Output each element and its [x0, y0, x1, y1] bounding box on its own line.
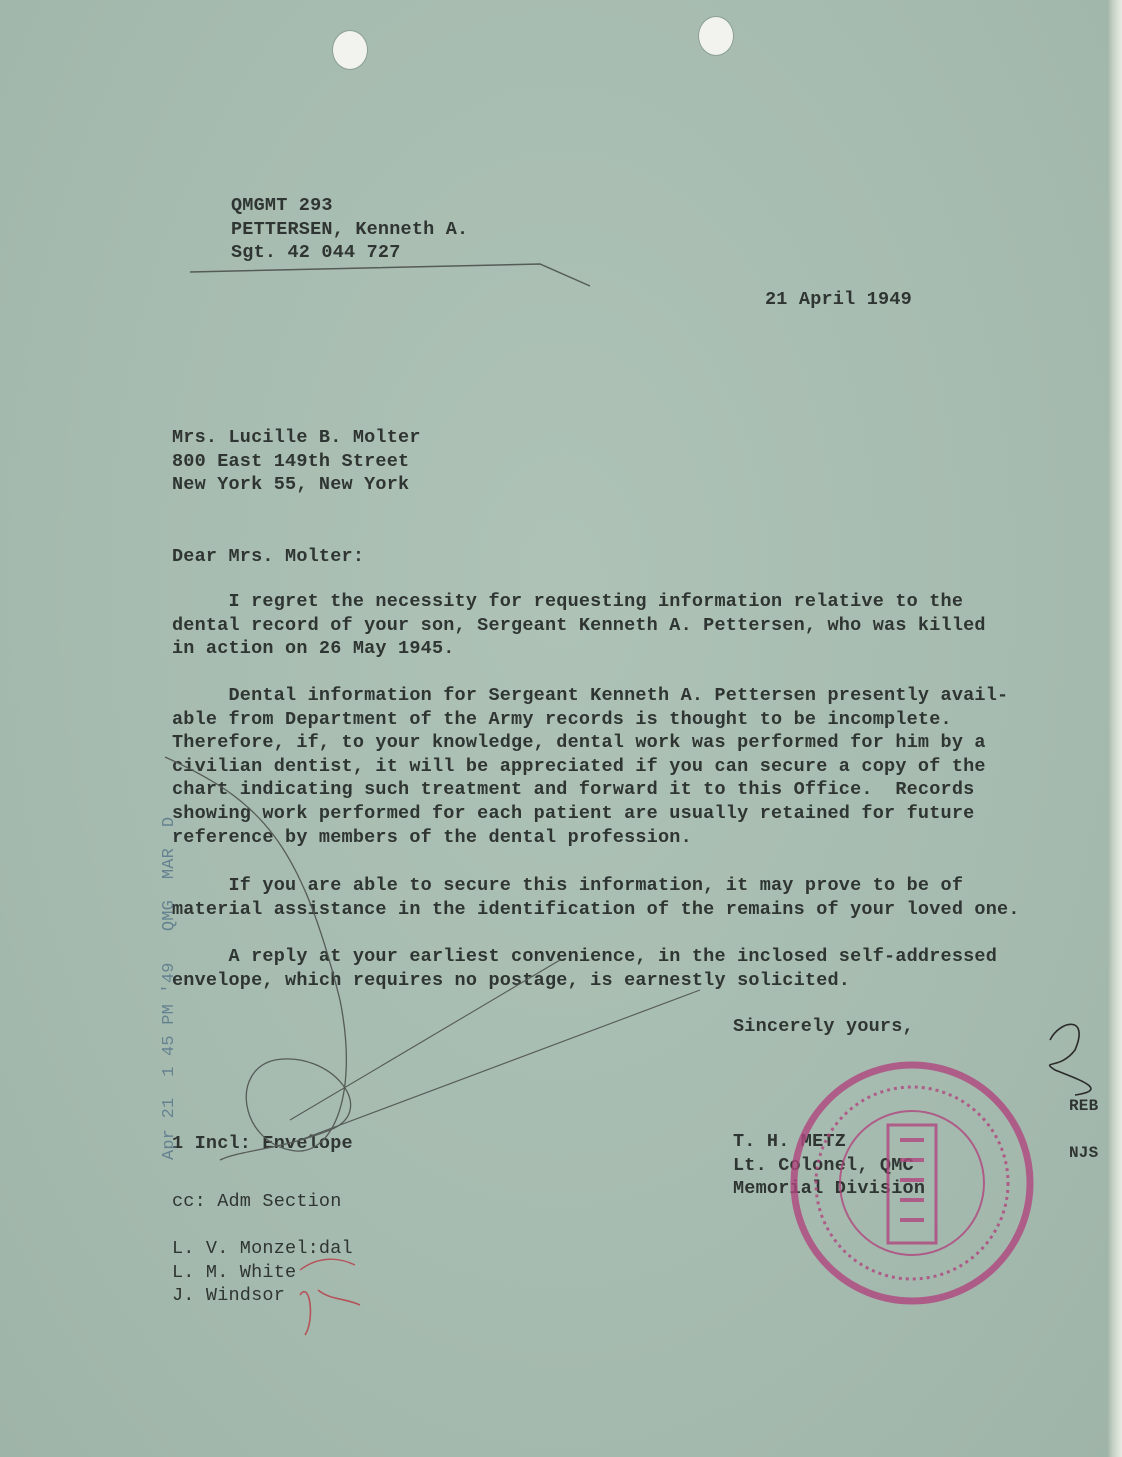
- closing: Sincerely yours,: [733, 1016, 914, 1037]
- paragraph-line: A reply at your earliest convenience, in the inclosed self-addressed: [172, 946, 998, 967]
- received-stamp: [794, 1065, 1030, 1301]
- paragraph-line: material assistance in the identification of the remains of your loved one.: [172, 898, 1020, 920]
- paragraph-line: If you are able to secure this information, it may prove to be of: [172, 875, 964, 896]
- paragraph-line: able from Department of the Army records is thought to be incomplete.: [172, 708, 952, 730]
- enclosure-note: 1 Incl: Envelope: [172, 1133, 353, 1154]
- paragraph-line: reference by members of the dental profession.: [172, 826, 692, 848]
- initials-reb: REB: [1069, 1097, 1099, 1115]
- paragraph-line: dental record of your son, Sergeant Kenneth A. Pettersen, who was killed: [172, 614, 986, 636]
- file-ref-underline: [190, 264, 590, 286]
- signer-division: Memorial Division: [733, 1178, 926, 1200]
- routing-white: L. M. White: [172, 1261, 297, 1283]
- paragraph-line: chart indicating such treatment and forward it to this Office. Records: [172, 779, 975, 801]
- recipient-name: Mrs. Lucille B. Molter: [172, 427, 421, 448]
- recipient-city: New York 55, New York: [172, 474, 410, 496]
- paragraph-line: envelope, which requires no postage, is earnestly solicited.: [172, 969, 851, 991]
- file-ref-name: PETTERSEN, Kenneth A.: [231, 218, 469, 240]
- routing-windsor: J. Windsor: [172, 1285, 286, 1307]
- file-ref-serial: Sgt. 42 044 727: [231, 242, 401, 264]
- file-ref-code: QMGMT 293: [231, 195, 333, 216]
- signer-name: T. H. METZ: [733, 1131, 847, 1152]
- pencil-strike-lines: [290, 960, 700, 1140]
- initials-njs: NJS: [1069, 1144, 1099, 1162]
- routing-monzel: L. V. Monzel:dal: [172, 1238, 353, 1259]
- signer-rank: Lt. Colonel, QMC: [733, 1154, 914, 1176]
- letter-date: 21 April 1949: [765, 289, 912, 310]
- red-check-mark: [300, 1259, 355, 1270]
- paragraph-line: I regret the necessity for requesting information relative to the: [172, 591, 964, 612]
- pencil-loop-mark: [165, 757, 351, 1160]
- reb-flourish: [1050, 1024, 1091, 1095]
- recipient-street: 800 East 149th Street: [172, 450, 410, 472]
- received-time-stamp: Apr 21 1 45 PM '49 QMG MAR D: [160, 816, 179, 1160]
- paragraph-line: showing work performed for each patient are usually retained for future: [172, 802, 975, 824]
- red-initials-mark: [300, 1290, 360, 1335]
- paragraph-line: civilian dentist, it will be appreciated if you can secure a copy of the: [172, 755, 986, 777]
- paragraph-line: in action on 26 May 1945.: [172, 638, 455, 660]
- paragraph-line: Therefore, if, to your knowledge, dental work was performed for him by a: [172, 732, 986, 754]
- cc-note: cc: Adm Section: [172, 1191, 342, 1212]
- paragraph-line: Dental information for Sergeant Kenneth A. Pettersen presently avail-: [172, 685, 1009, 706]
- salutation: Dear Mrs. Molter:: [172, 546, 365, 567]
